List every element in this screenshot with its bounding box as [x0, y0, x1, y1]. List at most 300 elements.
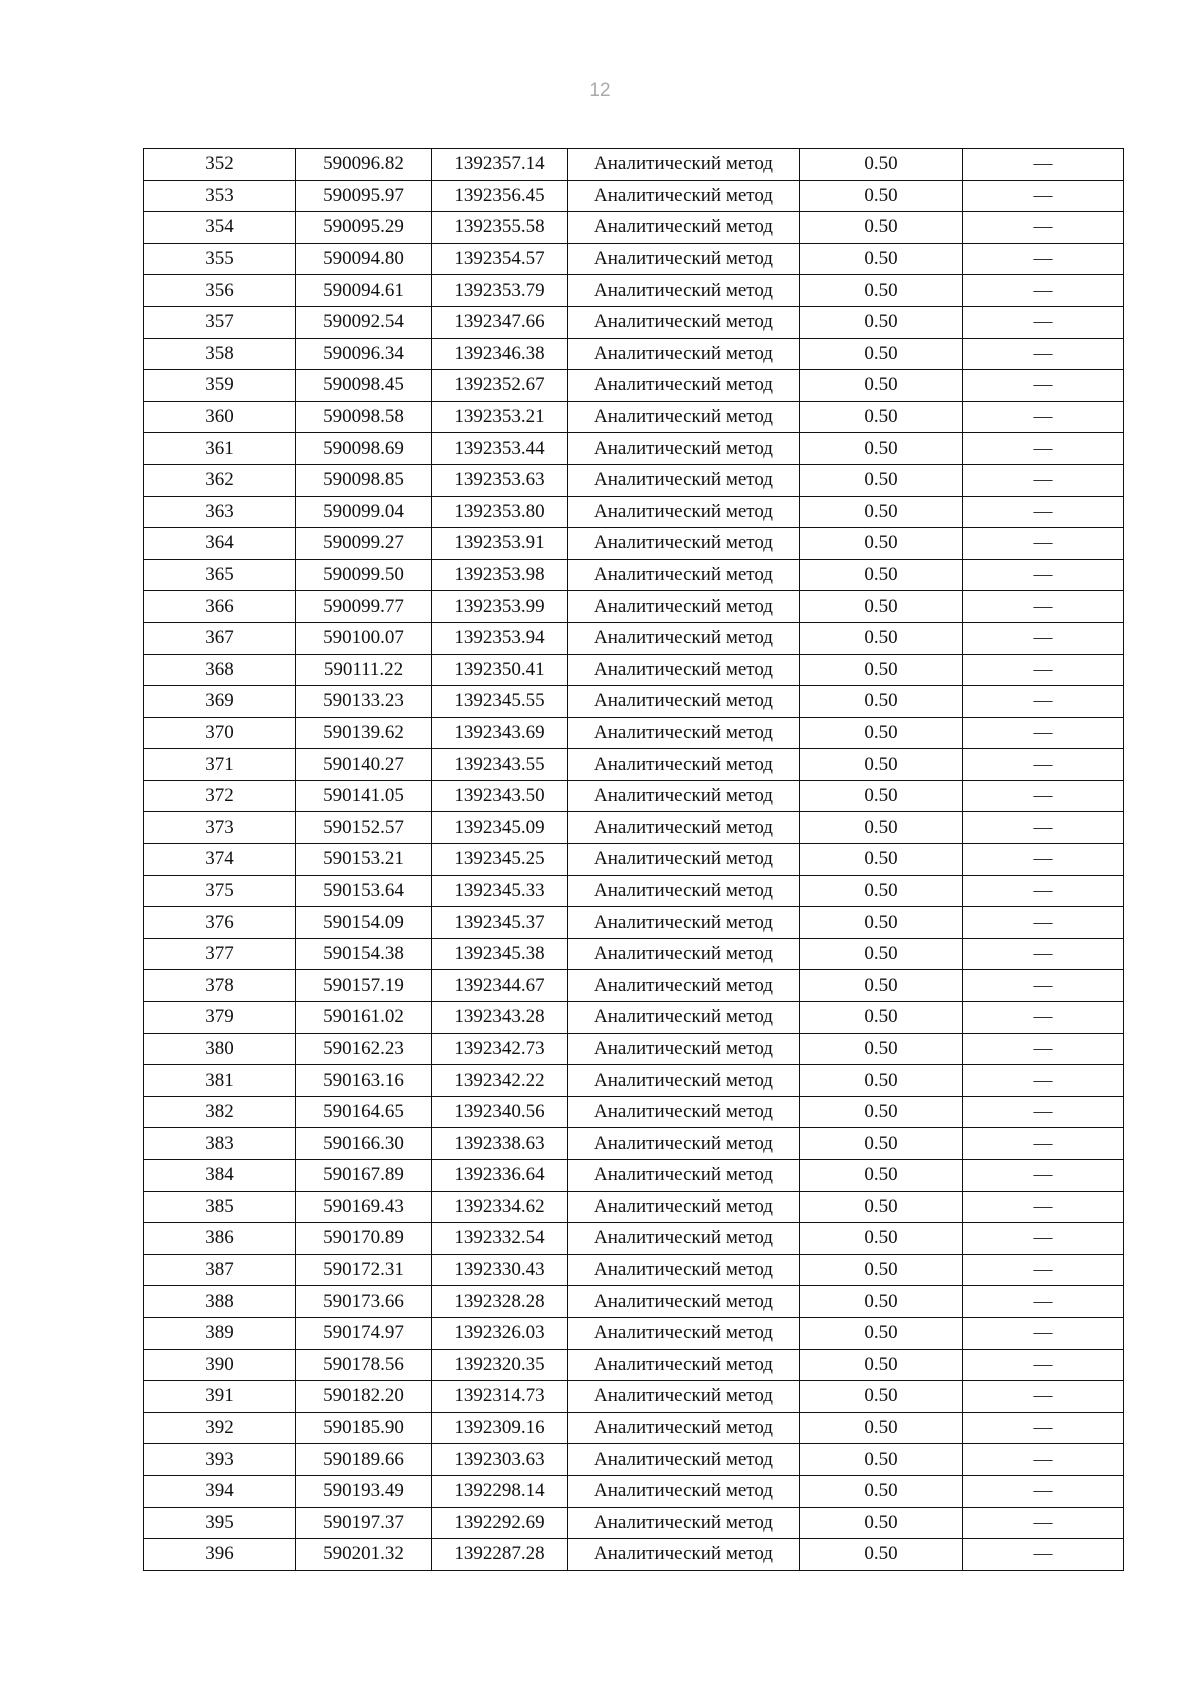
- point-number-cell: 384: [144, 1160, 296, 1192]
- accuracy-cell: 0.50: [800, 1539, 963, 1571]
- x-coordinate-cell: 590182.20: [296, 1381, 432, 1413]
- x-coordinate-cell: 590098.58: [296, 401, 432, 433]
- accuracy-cell: 0.50: [800, 749, 963, 781]
- y-coordinate-cell: 1392343.28: [432, 1002, 568, 1034]
- y-coordinate-cell: 1392287.28: [432, 1539, 568, 1571]
- y-coordinate-cell: 1392320.35: [432, 1349, 568, 1381]
- point-number-cell: 361: [144, 433, 296, 465]
- table-row: [144, 338, 1124, 370]
- accuracy-cell: 0.50: [800, 1317, 963, 1349]
- point-number-cell: 376: [144, 907, 296, 939]
- point-number-cell: 357: [144, 306, 296, 338]
- table-row: [144, 496, 1124, 528]
- note-cell: —: [963, 1286, 1124, 1318]
- y-coordinate-cell: 1392345.55: [432, 686, 568, 718]
- x-coordinate-cell: 590099.04: [296, 496, 432, 528]
- table-row: [144, 907, 1124, 939]
- method-cell: Аналитический метод: [568, 1223, 800, 1255]
- table-row: [144, 1286, 1124, 1318]
- note-cell: —: [963, 654, 1124, 686]
- accuracy-cell: 0.50: [800, 1002, 963, 1034]
- method-cell: Аналитический метод: [568, 938, 800, 970]
- table-row: [144, 1444, 1124, 1476]
- y-coordinate-cell: 1392353.21: [432, 401, 568, 433]
- method-cell: Аналитический метод: [568, 496, 800, 528]
- point-number-cell: 388: [144, 1286, 296, 1318]
- note-cell: —: [963, 780, 1124, 812]
- x-coordinate-cell: 590099.50: [296, 559, 432, 591]
- accuracy-cell: 0.50: [800, 401, 963, 433]
- method-cell: Аналитический метод: [568, 559, 800, 591]
- x-coordinate-cell: 590100.07: [296, 622, 432, 654]
- x-coordinate-cell: 590152.57: [296, 812, 432, 844]
- note-cell: —: [963, 401, 1124, 433]
- accuracy-cell: 0.50: [800, 149, 963, 181]
- point-number-cell: 387: [144, 1254, 296, 1286]
- table-row: [144, 306, 1124, 338]
- method-cell: Аналитический метод: [568, 1254, 800, 1286]
- table-row: [144, 180, 1124, 212]
- y-coordinate-cell: 1392326.03: [432, 1317, 568, 1349]
- y-coordinate-cell: 1392342.73: [432, 1033, 568, 1065]
- table-row: [144, 1539, 1124, 1571]
- y-coordinate-cell: 1392353.91: [432, 528, 568, 560]
- accuracy-cell: 0.50: [800, 970, 963, 1002]
- table-row: [144, 686, 1124, 718]
- method-cell: Аналитический метод: [568, 464, 800, 496]
- y-coordinate-cell: 1392343.50: [432, 780, 568, 812]
- x-coordinate-cell: 590096.82: [296, 149, 432, 181]
- method-cell: Аналитический метод: [568, 654, 800, 686]
- point-number-cell: 362: [144, 464, 296, 496]
- table-row: [144, 654, 1124, 686]
- accuracy-cell: 0.50: [800, 844, 963, 876]
- note-cell: —: [963, 496, 1124, 528]
- note-cell: —: [963, 243, 1124, 275]
- method-cell: Аналитический метод: [568, 401, 800, 433]
- point-number-cell: 372: [144, 780, 296, 812]
- x-coordinate-cell: 590185.90: [296, 1412, 432, 1444]
- method-cell: Аналитический метод: [568, 370, 800, 402]
- x-coordinate-cell: 590133.23: [296, 686, 432, 718]
- note-cell: —: [963, 1096, 1124, 1128]
- y-coordinate-cell: 1392338.63: [432, 1128, 568, 1160]
- point-number-cell: 352: [144, 149, 296, 181]
- table-row: [144, 622, 1124, 654]
- x-coordinate-cell: 590141.05: [296, 780, 432, 812]
- y-coordinate-cell: 1392330.43: [432, 1254, 568, 1286]
- coordinates-table: [143, 148, 1124, 1571]
- y-coordinate-cell: 1392303.63: [432, 1444, 568, 1476]
- y-coordinate-cell: 1392353.98: [432, 559, 568, 591]
- note-cell: —: [963, 306, 1124, 338]
- y-coordinate-cell: 1392345.37: [432, 907, 568, 939]
- point-number-cell: 373: [144, 812, 296, 844]
- table-row: [144, 1317, 1124, 1349]
- table-row: [144, 875, 1124, 907]
- point-number-cell: 377: [144, 938, 296, 970]
- accuracy-cell: 0.50: [800, 370, 963, 402]
- table-row: [144, 370, 1124, 402]
- table-row: [144, 1191, 1124, 1223]
- accuracy-cell: 0.50: [800, 1065, 963, 1097]
- y-coordinate-cell: 1392353.94: [432, 622, 568, 654]
- method-cell: Аналитический метод: [568, 875, 800, 907]
- point-number-cell: 368: [144, 654, 296, 686]
- point-number-cell: 379: [144, 1002, 296, 1034]
- accuracy-cell: 0.50: [800, 654, 963, 686]
- note-cell: —: [963, 559, 1124, 591]
- note-cell: —: [963, 1507, 1124, 1539]
- x-coordinate-cell: 590096.34: [296, 338, 432, 370]
- table-row: [144, 970, 1124, 1002]
- method-cell: Аналитический метод: [568, 717, 800, 749]
- accuracy-cell: 0.50: [800, 717, 963, 749]
- note-cell: —: [963, 875, 1124, 907]
- x-coordinate-cell: 590167.89: [296, 1160, 432, 1192]
- accuracy-cell: 0.50: [800, 1286, 963, 1318]
- x-coordinate-cell: 590094.80: [296, 243, 432, 275]
- table-row: [144, 1381, 1124, 1413]
- accuracy-cell: 0.50: [800, 591, 963, 623]
- accuracy-cell: 0.50: [800, 180, 963, 212]
- method-cell: Аналитический метод: [568, 1475, 800, 1507]
- point-number-cell: 393: [144, 1444, 296, 1476]
- accuracy-cell: 0.50: [800, 907, 963, 939]
- point-number-cell: 363: [144, 496, 296, 528]
- point-number-cell: 369: [144, 686, 296, 718]
- y-coordinate-cell: 1392350.41: [432, 654, 568, 686]
- note-cell: —: [963, 1128, 1124, 1160]
- x-coordinate-cell: 590169.43: [296, 1191, 432, 1223]
- x-coordinate-cell: 590098.69: [296, 433, 432, 465]
- y-coordinate-cell: 1392353.80: [432, 496, 568, 528]
- accuracy-cell: 0.50: [800, 780, 963, 812]
- method-cell: Аналитический метод: [568, 149, 800, 181]
- method-cell: Аналитический метод: [568, 749, 800, 781]
- method-cell: Аналитический метод: [568, 1381, 800, 1413]
- accuracy-cell: 0.50: [800, 1223, 963, 1255]
- method-cell: Аналитический метод: [568, 1160, 800, 1192]
- x-coordinate-cell: 590201.32: [296, 1539, 432, 1571]
- table-row: [144, 1033, 1124, 1065]
- accuracy-cell: 0.50: [800, 1444, 963, 1476]
- accuracy-cell: 0.50: [800, 1160, 963, 1192]
- accuracy-cell: 0.50: [800, 1128, 963, 1160]
- note-cell: —: [963, 1223, 1124, 1255]
- accuracy-cell: 0.50: [800, 243, 963, 275]
- note-cell: —: [963, 1381, 1124, 1413]
- point-number-cell: 367: [144, 622, 296, 654]
- accuracy-cell: 0.50: [800, 1475, 963, 1507]
- point-number-cell: 396: [144, 1539, 296, 1571]
- y-coordinate-cell: 1392309.16: [432, 1412, 568, 1444]
- y-coordinate-cell: 1392328.28: [432, 1286, 568, 1318]
- y-coordinate-cell: 1392346.38: [432, 338, 568, 370]
- method-cell: Аналитический метод: [568, 686, 800, 718]
- note-cell: —: [963, 1002, 1124, 1034]
- note-cell: —: [963, 1412, 1124, 1444]
- table-row: [144, 1254, 1124, 1286]
- accuracy-cell: 0.50: [800, 1412, 963, 1444]
- x-coordinate-cell: 590095.97: [296, 180, 432, 212]
- x-coordinate-cell: 590099.27: [296, 528, 432, 560]
- accuracy-cell: 0.50: [800, 212, 963, 244]
- x-coordinate-cell: 590139.62: [296, 717, 432, 749]
- table-row: [144, 433, 1124, 465]
- note-cell: —: [963, 1065, 1124, 1097]
- table-row: [144, 559, 1124, 591]
- note-cell: —: [963, 149, 1124, 181]
- note-cell: —: [963, 938, 1124, 970]
- point-number-cell: 380: [144, 1033, 296, 1065]
- table-row: [144, 1065, 1124, 1097]
- point-number-cell: 366: [144, 591, 296, 623]
- method-cell: Аналитический метод: [568, 212, 800, 244]
- method-cell: Аналитический метод: [568, 1539, 800, 1571]
- x-coordinate-cell: 590173.66: [296, 1286, 432, 1318]
- accuracy-cell: 0.50: [800, 275, 963, 307]
- table-row: [144, 401, 1124, 433]
- y-coordinate-cell: 1392292.69: [432, 1507, 568, 1539]
- table-row: [144, 1002, 1124, 1034]
- point-number-cell: 390: [144, 1349, 296, 1381]
- y-coordinate-cell: 1392352.67: [432, 370, 568, 402]
- method-cell: Аналитический метод: [568, 1317, 800, 1349]
- y-coordinate-cell: 1392353.99: [432, 591, 568, 623]
- point-number-cell: 356: [144, 275, 296, 307]
- table-row: [144, 464, 1124, 496]
- y-coordinate-cell: 1392343.69: [432, 717, 568, 749]
- point-number-cell: 382: [144, 1096, 296, 1128]
- y-coordinate-cell: 1392356.45: [432, 180, 568, 212]
- accuracy-cell: 0.50: [800, 1096, 963, 1128]
- table-row: [144, 749, 1124, 781]
- method-cell: Аналитический метод: [568, 1286, 800, 1318]
- x-coordinate-cell: 590111.22: [296, 654, 432, 686]
- x-coordinate-cell: 590099.77: [296, 591, 432, 623]
- x-coordinate-cell: 590153.64: [296, 875, 432, 907]
- note-cell: —: [963, 370, 1124, 402]
- point-number-cell: 391: [144, 1381, 296, 1413]
- point-number-cell: 354: [144, 212, 296, 244]
- method-cell: Аналитический метод: [568, 1444, 800, 1476]
- note-cell: —: [963, 591, 1124, 623]
- note-cell: —: [963, 1444, 1124, 1476]
- note-cell: —: [963, 844, 1124, 876]
- y-coordinate-cell: 1392343.55: [432, 749, 568, 781]
- table-row: [144, 1475, 1124, 1507]
- x-coordinate-cell: 590161.02: [296, 1002, 432, 1034]
- point-number-cell: 359: [144, 370, 296, 402]
- table-row: [144, 780, 1124, 812]
- note-cell: —: [963, 1317, 1124, 1349]
- method-cell: Аналитический метод: [568, 180, 800, 212]
- method-cell: Аналитический метод: [568, 1191, 800, 1223]
- point-number-cell: 355: [144, 243, 296, 275]
- accuracy-cell: 0.50: [800, 338, 963, 370]
- accuracy-cell: 0.50: [800, 528, 963, 560]
- note-cell: —: [963, 749, 1124, 781]
- method-cell: Аналитический метод: [568, 1033, 800, 1065]
- y-coordinate-cell: 1392353.63: [432, 464, 568, 496]
- accuracy-cell: 0.50: [800, 938, 963, 970]
- y-coordinate-cell: 1392332.54: [432, 1223, 568, 1255]
- method-cell: Аналитический метод: [568, 1096, 800, 1128]
- accuracy-cell: 0.50: [800, 306, 963, 338]
- x-coordinate-cell: 590153.21: [296, 844, 432, 876]
- method-cell: Аналитический метод: [568, 780, 800, 812]
- y-coordinate-cell: 1392354.57: [432, 243, 568, 275]
- method-cell: Аналитический метод: [568, 622, 800, 654]
- point-number-cell: 358: [144, 338, 296, 370]
- accuracy-cell: 0.50: [800, 1191, 963, 1223]
- y-coordinate-cell: 1392345.33: [432, 875, 568, 907]
- note-cell: —: [963, 717, 1124, 749]
- accuracy-cell: 0.50: [800, 433, 963, 465]
- x-coordinate-cell: 590197.37: [296, 1507, 432, 1539]
- x-coordinate-cell: 590162.23: [296, 1033, 432, 1065]
- point-number-cell: 365: [144, 559, 296, 591]
- y-coordinate-cell: 1392353.44: [432, 433, 568, 465]
- method-cell: Аналитический метод: [568, 306, 800, 338]
- y-coordinate-cell: 1392298.14: [432, 1475, 568, 1507]
- method-cell: Аналитический метод: [568, 907, 800, 939]
- y-coordinate-cell: 1392353.79: [432, 275, 568, 307]
- point-number-cell: 360: [144, 401, 296, 433]
- y-coordinate-cell: 1392345.38: [432, 938, 568, 970]
- method-cell: Аналитический метод: [568, 812, 800, 844]
- method-cell: Аналитический метод: [568, 338, 800, 370]
- method-cell: Аналитический метод: [568, 844, 800, 876]
- method-cell: Аналитический метод: [568, 1507, 800, 1539]
- point-number-cell: 381: [144, 1065, 296, 1097]
- accuracy-cell: 0.50: [800, 1381, 963, 1413]
- y-coordinate-cell: 1392342.22: [432, 1065, 568, 1097]
- note-cell: —: [963, 1160, 1124, 1192]
- note-cell: —: [963, 1254, 1124, 1286]
- table-row: [144, 528, 1124, 560]
- x-coordinate-cell: 590094.61: [296, 275, 432, 307]
- method-cell: Аналитический метод: [568, 970, 800, 1002]
- method-cell: Аналитический метод: [568, 528, 800, 560]
- accuracy-cell: 0.50: [800, 686, 963, 718]
- note-cell: —: [963, 970, 1124, 1002]
- y-coordinate-cell: 1392345.25: [432, 844, 568, 876]
- note-cell: —: [963, 212, 1124, 244]
- table-row: [144, 1096, 1124, 1128]
- point-number-cell: 374: [144, 844, 296, 876]
- method-cell: Аналитический метод: [568, 1065, 800, 1097]
- point-number-cell: 364: [144, 528, 296, 560]
- y-coordinate-cell: 1392345.09: [432, 812, 568, 844]
- point-number-cell: 394: [144, 1475, 296, 1507]
- note-cell: —: [963, 1033, 1124, 1065]
- method-cell: Аналитический метод: [568, 433, 800, 465]
- x-coordinate-cell: 590140.27: [296, 749, 432, 781]
- method-cell: Аналитический метод: [568, 1002, 800, 1034]
- point-number-cell: 385: [144, 1191, 296, 1223]
- note-cell: —: [963, 907, 1124, 939]
- coordinates-table-body: [144, 149, 1124, 1571]
- note-cell: —: [963, 433, 1124, 465]
- method-cell: Аналитический метод: [568, 591, 800, 623]
- point-number-cell: 395: [144, 1507, 296, 1539]
- note-cell: —: [963, 275, 1124, 307]
- table-row: [144, 591, 1124, 623]
- table-row: [144, 717, 1124, 749]
- x-coordinate-cell: 590189.66: [296, 1444, 432, 1476]
- accuracy-cell: 0.50: [800, 496, 963, 528]
- x-coordinate-cell: 590170.89: [296, 1223, 432, 1255]
- accuracy-cell: 0.50: [800, 1254, 963, 1286]
- note-cell: —: [963, 528, 1124, 560]
- y-coordinate-cell: 1392336.64: [432, 1160, 568, 1192]
- page-number: 12: [589, 80, 611, 101]
- table-row: [144, 275, 1124, 307]
- y-coordinate-cell: 1392314.73: [432, 1381, 568, 1413]
- table-row: [144, 1128, 1124, 1160]
- x-coordinate-cell: 590172.31: [296, 1254, 432, 1286]
- accuracy-cell: 0.50: [800, 1349, 963, 1381]
- point-number-cell: 392: [144, 1412, 296, 1444]
- note-cell: —: [963, 812, 1124, 844]
- accuracy-cell: 0.50: [800, 1033, 963, 1065]
- point-number-cell: 353: [144, 180, 296, 212]
- point-number-cell: 375: [144, 875, 296, 907]
- point-number-cell: 383: [144, 1128, 296, 1160]
- accuracy-cell: 0.50: [800, 812, 963, 844]
- point-number-cell: 386: [144, 1223, 296, 1255]
- x-coordinate-cell: 590166.30: [296, 1128, 432, 1160]
- x-coordinate-cell: 590193.49: [296, 1475, 432, 1507]
- method-cell: Аналитический метод: [568, 1412, 800, 1444]
- point-number-cell: 389: [144, 1317, 296, 1349]
- note-cell: —: [963, 180, 1124, 212]
- note-cell: —: [963, 1349, 1124, 1381]
- table-row: [144, 1349, 1124, 1381]
- table-row: [144, 812, 1124, 844]
- note-cell: —: [963, 622, 1124, 654]
- x-coordinate-cell: 590098.85: [296, 464, 432, 496]
- x-coordinate-cell: 590095.29: [296, 212, 432, 244]
- point-number-cell: 378: [144, 970, 296, 1002]
- accuracy-cell: 0.50: [800, 875, 963, 907]
- y-coordinate-cell: 1392344.67: [432, 970, 568, 1002]
- y-coordinate-cell: 1392347.66: [432, 306, 568, 338]
- table-row: [144, 149, 1124, 181]
- table-row: [144, 1507, 1124, 1539]
- note-cell: —: [963, 1539, 1124, 1571]
- method-cell: Аналитический метод: [568, 275, 800, 307]
- x-coordinate-cell: 590157.19: [296, 970, 432, 1002]
- x-coordinate-cell: 590098.45: [296, 370, 432, 402]
- point-number-cell: 371: [144, 749, 296, 781]
- method-cell: Аналитический метод: [568, 243, 800, 275]
- note-cell: —: [963, 1475, 1124, 1507]
- point-number-cell: 370: [144, 717, 296, 749]
- table-row: [144, 243, 1124, 275]
- y-coordinate-cell: 1392340.56: [432, 1096, 568, 1128]
- table-row: [144, 938, 1124, 970]
- accuracy-cell: 0.50: [800, 622, 963, 654]
- x-coordinate-cell: 590154.38: [296, 938, 432, 970]
- table-row: [144, 844, 1124, 876]
- table-row: [144, 1223, 1124, 1255]
- note-cell: —: [963, 338, 1124, 370]
- y-coordinate-cell: 1392357.14: [432, 149, 568, 181]
- note-cell: —: [963, 464, 1124, 496]
